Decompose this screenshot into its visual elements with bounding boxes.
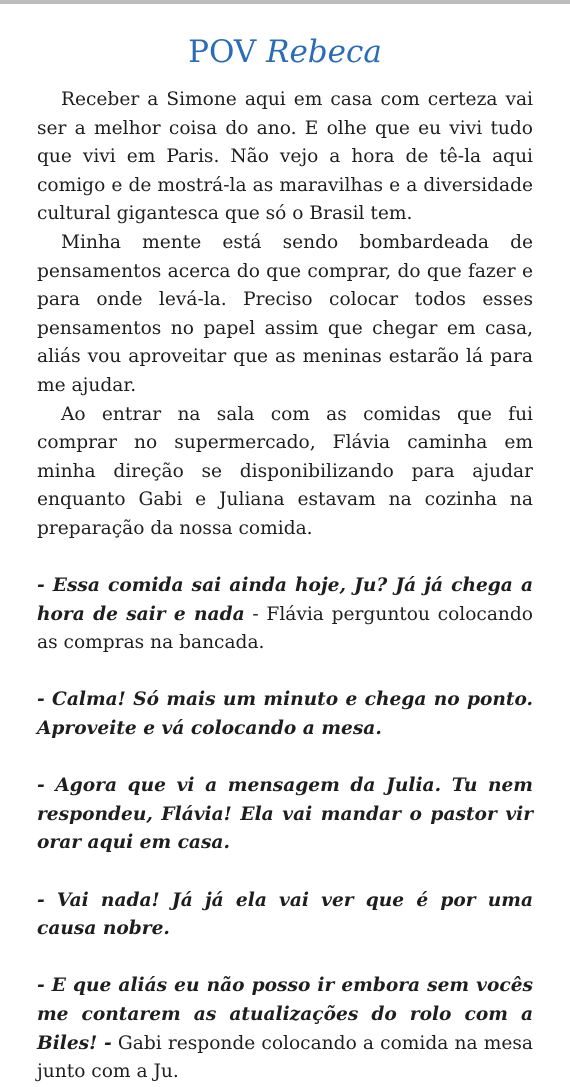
- dialogue-tag-1: - Flávia perguntou colocando as compras na bancada.: [37, 603, 533, 654]
- chapter-title-prefix: POV: [188, 34, 257, 70]
- narration-paragraph-2: Minha mente está sendo bombardeada de pensamentos acerca do que comprar, do que fazer e para onde levá-la. Preciso colocar todos esses pensamentos no papel assim que chegar em casa, aliás vou aproveitar que as meninas estarão lá para me ajudar.: [37, 231, 533, 396]
- dialogue-tag-5: Gabi responde colocando a comida na mesa junto com a Ju.: [37, 1032, 533, 1083]
- dialogue-line-2: [37, 686, 533, 743]
- narration-paragraph-1: Receber a Simone aqui em casa com certeza vai ser a melhor coisa do ano. E olhe que eu vivi tudo que vivi em Paris. Não vejo a hora de tê-la aqui comigo e de mostrá-la as maravilhas e a diversidade cultural gigantesca que só o Brasil tem.: [37, 89, 533, 225]
- dialogue-speech-1: - Essa comida sai ainda hoje, Ju? Já já chega a hora de sair e nada: [37, 575, 533, 625]
- dialogue-speech-3: - Agora que vi a mensagem da Julia. Tu nem respondeu, Flávia! Ela vai mandar o pastor vir orar aqui em casa.: [37, 775, 533, 854]
- dialogue-speech-2: - Calma! Só mais um minuto e chega no ponto. Aproveite e vá colocando a mesa.: [37, 689, 533, 740]
- dialogue-line-4: [37, 887, 533, 944]
- chapter-title-name: Rebeca: [266, 34, 382, 70]
- dialogue-line-5: [37, 972, 533, 1086]
- dialogue-speech-5: - E que aliás eu não posso ir embora sem vocês me contarem as atualizações do rolo com a Biles! -: [37, 975, 533, 1054]
- dialogue-line-1: [37, 572, 533, 658]
- chapter-body: [37, 86, 533, 1087]
- narration-paragraph-3: Ao entrar na sala com as comidas que fui comprar no supermercado, Flávia caminha em minha direção se disponibilizando para ajudar enquanto Gabi e Juliana estavam na cozinha na preparação da nossa comida.: [37, 403, 533, 539]
- dialogue-line-3: [37, 772, 533, 858]
- dialogue-speech-4: - Vai nada! Já já ela vai ver que é por uma causa nobre.: [37, 889, 533, 940]
- chapter-title: [0, 30, 570, 74]
- top-scroll-bar: [0, 0, 570, 4]
